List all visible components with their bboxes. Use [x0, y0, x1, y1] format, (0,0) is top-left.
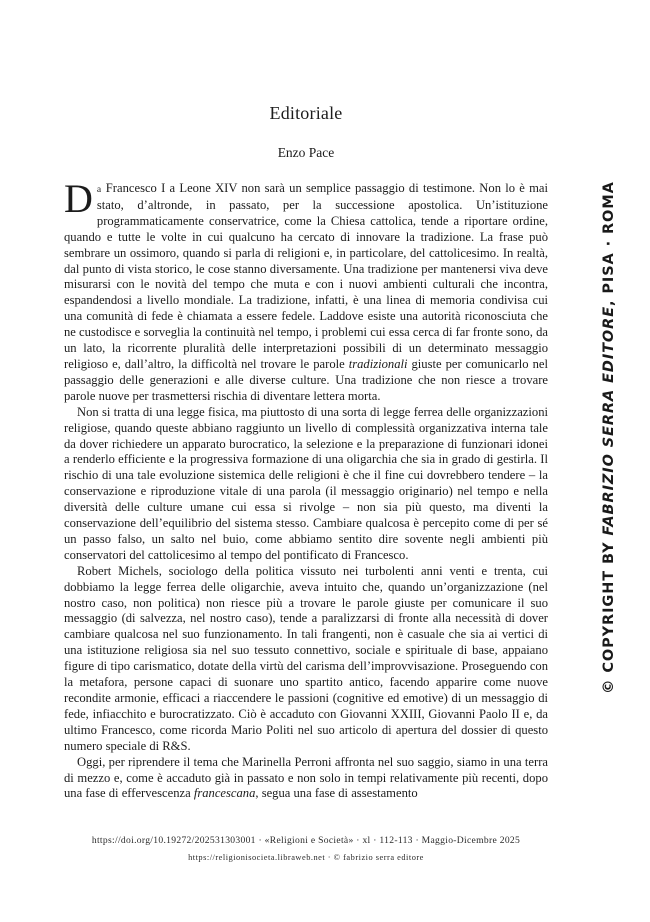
drop-cap: D	[64, 176, 93, 221]
copyright-sidebar	[601, 181, 617, 694]
copyright-sidebar-part1: © COPYRIGHT BY	[601, 535, 617, 694]
drop-cap-lead: a	[96, 184, 102, 195]
paragraph-1	[64, 176, 548, 405]
copyright-sidebar-part3: , PISA · ROMA	[601, 181, 617, 306]
paragraph-4-text-a: Oggi, per riprendere il tema che Marinella Perroni affronta nel suo saggio, siamo in una terra di mezzo e, come è accaduto già in passato e non solo in tempi relativamente più recenti, dopo una fase di effervescenza	[64, 754, 548, 801]
paragraph-1-text-a: Francesco I a Leone XIV non sarà un semplice passaggio di testimone. Non lo è mai stato, d’altronde, in passato, per la successione apostolica. Un’istituzione programmaticamente conservatrice, come la Chiesa cattolica, tende a riportare ordine, quando e tutte le volte in cui qualcuno ha cercato di innovare la tradizione. La frase può sembrare un ossimoro, quando si parla di religioni e, in particolare, del cattolicesimo. In realtà, dal punto di vista storico, le cose stanno diversamente. Una tradizione per mantenersi viva deve misurarsi con le novità del tempo che muta e con i nuovi ambienti culturali che incontra, espandendosi a livello mondiale. La tradizione, infatti, è una linea di memoria condivisa cui una comunità di fede è chiamata a essere fedele. Laddove esiste una autorità riconosciuta che ne custodisce e sorveglia la continuità nel tempo, i problemi cui essa cerca di far fronte sono, da un lato, la ricorrente pluralità delle interpretazioni possibili di un determinato messaggio religioso e, dall’altro, la difficoltà nel trovare le parole	[64, 181, 548, 371]
site-footer: https://religionisocieta.libraweb.net · © fabrizio serra editore	[188, 853, 424, 862]
paragraph-4-emphasis: francescana	[193, 786, 256, 801]
paragraph-1-text-b: giuste per comunicarlo nel passaggio delle generazioni e alle diverse culture. Una tradizione che non riesce a trovare parole nuove per trasmettersi rischia di diventare lettera morta.	[64, 356, 548, 403]
paragraph-3: Robert Michels, sociologo della politica vissuto nei turbolenti anni venti e trenta, cui dobbiamo la legge ferrea delle oligarchie, aveva intuito che, quando un’organizzazione (nel nostro caso, non politica) non riesce più a trovare le parole giuste per comunicare il suo messaggio (di salvezza, nel nostro caso), tende a paralizzarsi di fronte alla necessità di dover cambiare qualcosa nel suo funzionamento. In tali frangenti, non è casuale che sia ai vertici di una istituzione religiosa sia nel suo tessuto connettivo, sociale e spirituale di base, appaiano figure di tipo carismatico, dotate della virtù del carisma dell’improvvisazione. Proseguendo con la metafora, persone capaci di suonare uno spartito antico, facendo apparire come nuove recondite armonie, efficaci a riaccendere le passioni (cognitive ed emotive) di un messaggio di fede, infiacchito e burocratizzato. Ciò è accaduto con Giovanni XXIII, Giovanni Paolo II e, da ultimo Francesco, come ricorda Mario Politi nel suo articolo di apertura del dossier di questo numero speciale di R&S.	[64, 563, 548, 753]
page-title: Editoriale	[269, 103, 343, 123]
article-body	[64, 176, 548, 802]
doi-footer: https://doi.org/10.19272/202531303001 · «Religioni e Società» · xl · 112-113 · Maggio-Dicembre 2025	[91, 835, 521, 846]
paragraph-4-text-b: , segua una fase di assestamento	[255, 786, 418, 801]
paragraph-1-emphasis: tradizionali	[348, 356, 408, 371]
paragraph-2: Non si tratta di una legge fisica, ma piuttosto di una sorta di legge ferrea delle organizzazioni religiose, quando queste abbiano raggiunto un livello di complessità organizzativa interna tale da dover richiedere un apparato burocratico, la selezione e la preparazione di funzionari idonei a renderlo efficiente e la progressiva formazione di una oligarchia che sia in grado di gestirla. Il rischio di una tale evoluzione sistemica delle religioni è che il fine cui dovrebbero tendere – la conservazione e riproduzione vitale di una parola (il messaggio originario) nel tempo e nella diversità delle culture umane cui essa si rivolge – non sia più questo, ma diventi la conservazione dell’equilibrio del sistema stesso. Cambiare qualcosa è percepito come di per sé un passo falso, un salto nel buio, come abbiamo sentito dire sovente negli ambienti più conservatori del cattolicesimo al tempo del pontificato di Francesco.	[64, 404, 548, 562]
author-name: Enzo Pace	[277, 145, 335, 160]
paragraph-4	[64, 755, 548, 803]
copyright-sidebar-publisher: FABRIZIO SERRA EDITORE	[601, 305, 617, 536]
